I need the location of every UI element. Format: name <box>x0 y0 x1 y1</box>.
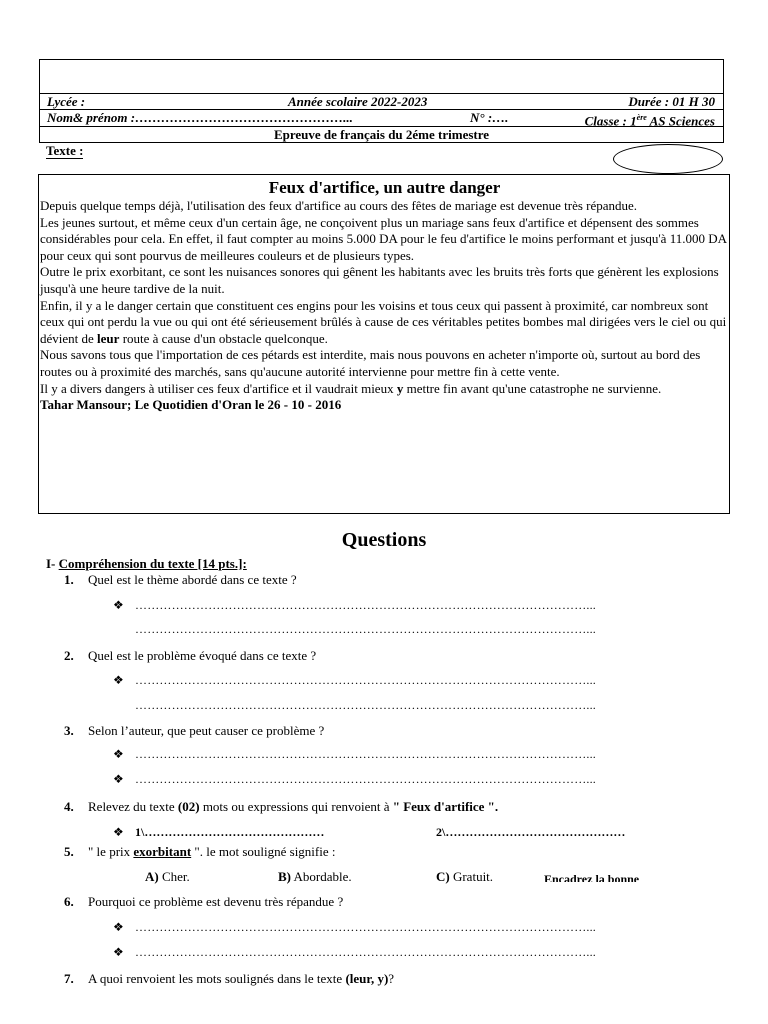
text-body <box>40 198 729 414</box>
text-source: Tahar Mansour; Le Quotidien d'Oran le 26 - 10 - 2016 <box>40 397 342 413</box>
choice-b[interactable]: B) Abordable. <box>278 869 352 884</box>
paragraph-3: Outre le prix exorbitant, ce sont les nuisances sonores qui gênent les habitants avec les bruits très forts que génèrent les explosions jusqu'à une heure tardive de la nuit. <box>40 264 719 296</box>
answer-line[interactable]: …………………………………………………………………………………………………... <box>135 598 596 612</box>
question-2: 2. Quel est le problème évoqué dans ce texte ? <box>64 648 317 663</box>
answer-line[interactable]: …………………………………………………………………………………………………... <box>135 673 596 687</box>
school-year: Année scolaire 2022-2023 <box>288 94 428 109</box>
bullet-icon: ❖ <box>113 945 124 959</box>
question-5: 5. " le prix exorbitant ". le mot souligné signifie : <box>64 844 336 859</box>
bullet-icon: ❖ <box>113 747 124 761</box>
grade-oval <box>613 144 723 174</box>
question-3: 3. Selon l’auteur, que peut causer ce problème ? <box>64 723 325 738</box>
answer-line[interactable]: …………………………………………………………………………………………………... <box>135 622 596 636</box>
name-field: Nom& prénom :…………………………………………... <box>47 110 353 125</box>
choice-a[interactable]: A) Cher. <box>145 869 190 884</box>
bullet-icon: ❖ <box>113 825 124 839</box>
question-4: 4. Relevez du texte (02) mots ou expressions qui renvoient à " Feux d'artifice ". <box>64 799 499 814</box>
paragraph-5: Nous savons tous que l'importation de ces pétards est interdite, mais nous pouvons en acheter n'importe où, surtout au bord des routes ou à proximité des marchés, sans qu'aucune autorité intervienne pour mettre fin à cette vente. <box>40 347 701 379</box>
header-row-3 <box>40 126 723 141</box>
questions-title: Questions <box>341 529 427 551</box>
paragraph-6: Il y a divers dangers à utiliser ces feux d'artifice et il vaudrait mieux y mettre fin avant qu'une catastrophe ne survienne. <box>40 380 662 396</box>
answer-2[interactable]: 2\……………………………………… <box>436 825 626 839</box>
paragraph-1: Depuis quelque temps déjà, l'utilisation des feux d'artifice au cours des fêtes de mariage est devenue très répandue. <box>40 198 638 213</box>
bullet-icon: ❖ <box>113 673 124 687</box>
paragraph-4: Enfin, il y a le danger certain que constituent ces engins pour les voisins et tous ceux qui passent à proximité, car nombreux sont ceux qui ont perdu la vue ou qui ont été sérieusement brûlés à cause de ces véritables petites bombes mal dirigées vers le ciel ou qui dévient de leur route à cause d'un obstacle quelconque. <box>40 297 727 346</box>
bullet-icon: ❖ <box>113 598 124 612</box>
answer-line[interactable]: …………………………………………………………………………………………………... <box>135 945 596 959</box>
bullet-icon: ❖ <box>113 920 124 934</box>
number-field: N° :…. <box>470 110 509 125</box>
question-1: 1. Quel est le thème abordé dans ce texte ? <box>64 572 297 587</box>
question-6: 6. Pourquoi ce problème est devenu très répandue ? <box>64 894 344 909</box>
choice-c[interactable]: C) Gratuit. <box>436 869 494 884</box>
header-box <box>39 59 724 143</box>
answer-line[interactable]: …………………………………………………………………………………………………... <box>135 772 596 786</box>
instruction-cut: Encadrez la bonne <box>544 872 640 882</box>
class-label: Classe : 1ère AS Sciences <box>584 113 715 129</box>
duration: Durée : 01 H 30 <box>628 94 715 109</box>
texte-label: Texte : <box>46 143 84 158</box>
paragraph-2: Les jeunes surtout, et même ceux d'un certain âge, ne conçoivent plus un mariage sans feux d'artifice et dépensent des sommes considérables pour cela. En effet, il faut compter au moins 5.000 DA pour le feu d'artifice le moins performant et jusqu'à 11.000 DA pour ceux qui sont pourvus de meilleures couleurs et de plusieurs types. <box>40 214 727 263</box>
answer-line[interactable]: …………………………………………………………………………………………………... <box>135 920 596 934</box>
question-7: 7. A quoi renvoient les mots soulignés dans le texte (leur, y)? <box>64 971 395 986</box>
answer-1[interactable]: 1\……………………………………… <box>135 825 325 839</box>
header-row-2 <box>40 109 723 129</box>
text-title: Feux d'artifice, un autre danger <box>268 178 501 197</box>
reading-text-box <box>38 174 730 514</box>
header-row-1 <box>40 93 723 108</box>
bullet-icon: ❖ <box>113 772 124 786</box>
exam-title: Epreuve de français du 2éme trimestre <box>273 127 490 142</box>
lycee-label: Lycée : <box>47 94 86 109</box>
answer-line[interactable]: …………………………………………………………………………………………………... <box>135 747 596 761</box>
section-1-title: I- Compréhension du texte [14 pts.]: <box>46 556 247 571</box>
answer-line[interactable]: …………………………………………………………………………………………………... <box>135 698 596 712</box>
